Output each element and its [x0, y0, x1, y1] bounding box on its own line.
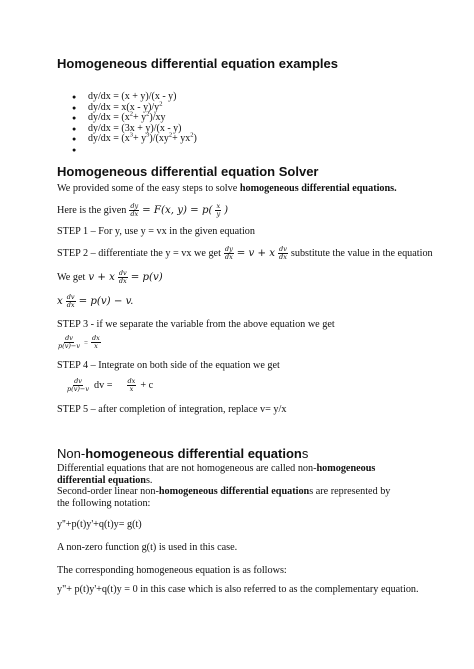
- heading-solver: Homogeneous differential equation Solver: [57, 164, 319, 179]
- step-5: STEP 5 – after completion of integration, replace v= y/x: [57, 404, 287, 415]
- rearranged-equation: x $\frac{dv}{dx}$ = p(v) − v.: [57, 293, 134, 309]
- given-equation: Here is the given $\frac{dy}{dx}$ = F(x, y) = p( $\frac{x}{y}$ ): [57, 202, 229, 218]
- solver-intro: We provided some of the easy steps to solve homogeneous differential equations.: [57, 183, 397, 194]
- non-homogeneous-paragraph-4: The corresponding homogeneous equation is as follows:: [57, 565, 287, 576]
- list-item: ● $dy/dx = (x^3+ y^3)/(xy^2+ yx^2)$: [72, 134, 197, 145]
- separated-equation: $\frac{dv}{p(v)-v}$ = $\frac{dx}{x}$: [58, 334, 100, 350]
- list-item: ● dy/dx = (x + y)/(x - y): [72, 92, 197, 103]
- we-get-equation: We get v + x $\frac{dv}{dx}$ = p(v): [57, 269, 163, 285]
- heading-non-homogeneous: Non-homogeneous differential equations: [57, 446, 309, 461]
- list-item: ● $dy/dx = (x^2+ y^2)/xy$: [72, 113, 197, 124]
- complementary-equation: y"+ p(t)y'+q(t)y = 0 in this case which is also referred to as the complementary equation.: [57, 584, 419, 595]
- step-3: STEP 3 - if we separate the variable from the above equation we get: [57, 319, 335, 330]
- non-homogeneous-paragraph-2: Second-order linear non-homogeneous differential equations are represented by the following notation:: [57, 486, 391, 509]
- step-4: STEP 4 – Integrate on both side of the equation we get: [57, 360, 280, 371]
- heading-examples: Homogeneous differential equation examples: [57, 56, 338, 71]
- examples-list: [72, 92, 197, 156]
- step-1: STEP 1 – For y, use y = vx in the given equation: [57, 226, 255, 237]
- non-homogeneous-paragraph-1: Differential equations that are not homogeneous are called non-homogeneous differential equations.: [57, 463, 376, 486]
- step-2: STEP 2 – differentiate the y = vx we get $\frac{dy}{dx}$ = v + x $\frac{dv}{dx}$ substitute the value in the equation: [57, 245, 433, 261]
- second-order-equation: y''+p(t)y'+q(t)y= g(t): [57, 519, 142, 530]
- integrated-equation: $\frac{dv}{p(v)-v}$ dv = $\frac{dx}{x}$ + c: [67, 377, 154, 393]
- list-item: [72, 145, 197, 156]
- non-homogeneous-paragraph-3: A non-zero function g(t) is used in this case.: [57, 542, 238, 553]
- list-item: ● $dy/dx = x(x - y)/y^2$: [72, 103, 197, 114]
- list-item: ● dy/dx = (3x + y)/(x - y): [72, 124, 197, 135]
